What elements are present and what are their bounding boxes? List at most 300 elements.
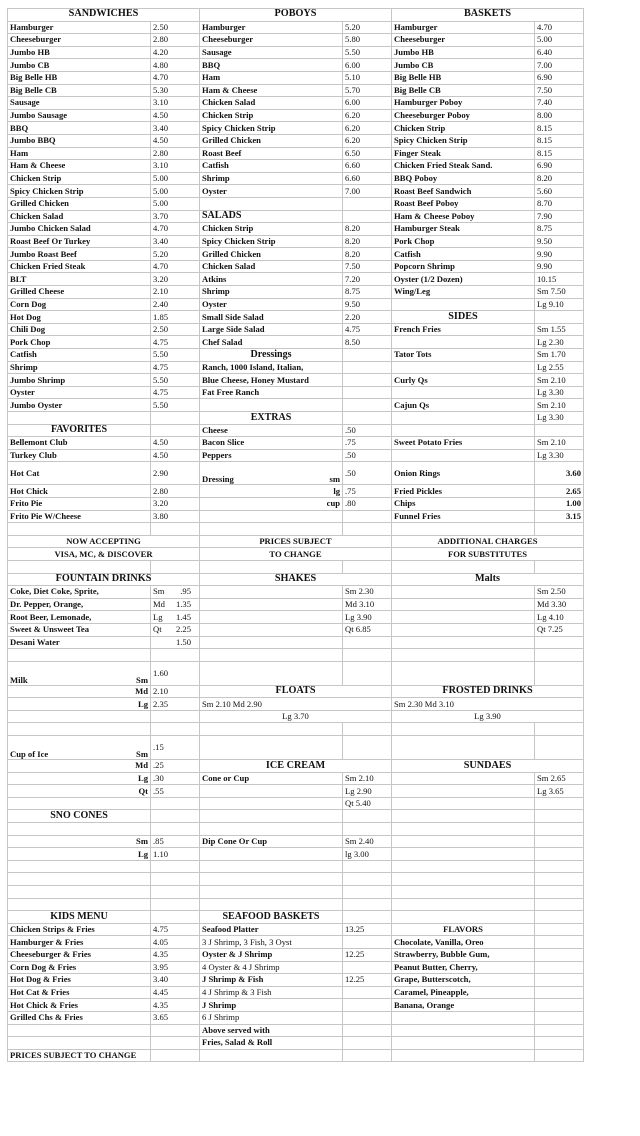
- col-c-name-empty: [392, 1011, 535, 1024]
- sandwich-price: 4.75: [151, 361, 200, 374]
- poboy-price: 6.60: [343, 172, 392, 185]
- menu-row: [8, 197, 584, 210]
- col-a-name-empty: [8, 523, 151, 536]
- favorite-price: 3.80: [151, 510, 200, 523]
- seafood-price: [343, 961, 392, 974]
- seafood-price: [343, 1011, 392, 1024]
- basket-price: 6.90: [535, 71, 584, 84]
- col-c-price-empty: [535, 560, 584, 573]
- ice-price: .15: [151, 736, 200, 760]
- col-c-price-empty: [535, 1049, 584, 1062]
- col-b-price-empty: [343, 736, 392, 760]
- col-a-price-empty: [151, 911, 200, 924]
- salad-price: 8.20: [343, 223, 392, 236]
- favorite-price: 2.80: [151, 485, 200, 498]
- extra-price: .75: [343, 437, 392, 450]
- basket-price: 5.60: [535, 185, 584, 198]
- notice-additional: ADDITIONAL CHARGES: [392, 535, 584, 548]
- col-c-name-empty: [392, 898, 535, 911]
- salad-price: 9.50: [343, 298, 392, 311]
- basket-item: Popcorn Shrimp: [392, 260, 535, 273]
- baskets-header: BASKETS: [392, 9, 584, 22]
- ice-cream-size: Sm 2.10: [343, 772, 392, 785]
- col-b-name-empty: [200, 399, 343, 412]
- ice-cream-item: Cone or Cup: [200, 772, 343, 785]
- sandwich-item: Sausage: [8, 97, 151, 110]
- salad-price: 8.50: [343, 336, 392, 349]
- sandwich-item: Ham & Cheese: [8, 160, 151, 173]
- col-b-price-empty: [343, 560, 392, 573]
- basket-price: 9.90: [535, 248, 584, 261]
- basket-item: Roast Beef Poboy: [392, 197, 535, 210]
- col-c-price-empty: [535, 948, 584, 961]
- col-c-name-empty: [392, 623, 535, 636]
- poboy-price: 6.50: [343, 147, 392, 160]
- flavors-line: Caramel, Pineapple,: [392, 986, 535, 999]
- menu-row: [8, 286, 584, 299]
- col-b-name-empty: [200, 823, 343, 836]
- col-c-price-empty: [535, 886, 584, 899]
- col-b-name-empty: [200, 598, 343, 611]
- basket-item: Roast Beef Sandwich: [392, 185, 535, 198]
- favorites-header: FAVORITES: [8, 424, 151, 437]
- poboy-price: 6.20: [343, 122, 392, 135]
- sandwich-price: 2.40: [151, 298, 200, 311]
- col-b-name-empty: [200, 636, 343, 649]
- col-b-price-empty: [343, 810, 392, 823]
- salad-price: 7.20: [343, 273, 392, 286]
- sandwich-price: 4.75: [151, 386, 200, 399]
- col-c-name-empty: [392, 298, 535, 311]
- col-b-price-empty: [343, 911, 392, 924]
- sandwich-price: 4.70: [151, 71, 200, 84]
- dressing-size-label: sm: [329, 474, 340, 485]
- sandwich-item: Big Belle CB: [8, 84, 151, 97]
- size-price: .95: [180, 586, 191, 597]
- seafood-price: [343, 999, 392, 1012]
- poboy-item: Sausage: [200, 46, 343, 59]
- col-b-price-empty: [343, 886, 392, 899]
- poboys-header: POBOYS: [200, 9, 392, 22]
- col-b-name-empty: [200, 523, 343, 536]
- col-b-price-empty: [343, 1049, 392, 1062]
- malt-size: Lg 4.10: [535, 611, 584, 624]
- col-b-price-empty: [343, 349, 392, 362]
- col-a-price-empty: [151, 424, 200, 437]
- poboy-item: Chicken Salad: [200, 97, 343, 110]
- menu-row: [8, 911, 584, 924]
- menu-row: [8, 835, 584, 848]
- col-b-name-empty: [200, 898, 343, 911]
- col-c-name-empty: [392, 523, 535, 536]
- col-c-price-empty: [535, 961, 584, 974]
- sandwich-price: 2.10: [151, 286, 200, 299]
- sno-size-label: Lg: [8, 848, 151, 861]
- menu-row: [8, 71, 584, 84]
- side-price: 1.00: [535, 497, 584, 510]
- menu-row: [8, 374, 584, 387]
- col-b-price-empty: [343, 386, 392, 399]
- dressing-label: Dressing: [202, 474, 234, 485]
- col-a-price-empty: [151, 873, 200, 886]
- menu-row: [8, 736, 584, 760]
- malts-header: Malts: [392, 573, 584, 586]
- col-c-price-empty: [535, 797, 584, 810]
- seafood-item: Above served with: [200, 1024, 343, 1037]
- menu-row: [8, 936, 584, 949]
- menu-table: [7, 8, 584, 1062]
- col-c-price-empty: [535, 835, 584, 848]
- poboy-item: Chicken Strip: [200, 109, 343, 122]
- salad-item: Chicken Salad: [200, 260, 343, 273]
- col-b-name-empty: [200, 797, 343, 810]
- dressing-options: Ranch, 1000 Island, Italian,: [200, 361, 343, 374]
- menu-row: [8, 698, 584, 711]
- basket-price: 4.70: [535, 21, 584, 34]
- basket-item: Jumbo HB: [392, 46, 535, 59]
- col-a-name-empty: [8, 710, 151, 723]
- poboy-price: 5.10: [343, 71, 392, 84]
- side-item: French Fries: [392, 323, 535, 336]
- sundaes-header: SUNDAES: [392, 760, 584, 773]
- col-c-name-empty: [392, 785, 535, 798]
- basket-price: 8.75: [535, 223, 584, 236]
- salad-item: Oyster: [200, 298, 343, 311]
- fountain-size: [151, 598, 200, 611]
- basket-wing-price-lg: Lg 9.10: [535, 298, 584, 311]
- dressing-price: .75: [343, 485, 392, 498]
- sandwich-item: Ham: [8, 147, 151, 160]
- sandwich-price: 2.80: [151, 147, 200, 160]
- menu-row: [8, 311, 584, 324]
- poboy-item: BBQ: [200, 59, 343, 72]
- notice-prices: TO CHANGE: [200, 548, 392, 561]
- col-a-price-empty: [151, 860, 200, 873]
- sandwich-price: 3.10: [151, 97, 200, 110]
- col-c-price-empty: [535, 1037, 584, 1050]
- col-c-price-empty: [535, 311, 584, 324]
- col-c-price-empty: [535, 974, 584, 987]
- menu-row: [8, 399, 584, 412]
- col-a-price-empty: [151, 1037, 200, 1050]
- fountain-size: [151, 611, 200, 624]
- kids-price: 4.05: [151, 936, 200, 949]
- salad-item: Small Side Salad: [200, 311, 343, 324]
- seafood-price: 13.25: [343, 923, 392, 936]
- col-c-name-empty: [392, 873, 535, 886]
- basket-price: 8.20: [535, 172, 584, 185]
- sandwich-price: 4.50: [151, 109, 200, 122]
- sundae-size: Sm 2.65: [535, 772, 584, 785]
- sandwich-item: Catfish: [8, 349, 151, 362]
- col-c-name-empty: [392, 772, 535, 785]
- size-label: Sm: [136, 674, 148, 685]
- side-item: Onion Rings: [392, 462, 535, 485]
- ice-cream-size: Qt 5.40: [343, 797, 392, 810]
- ice-cream-size: Lg 2.90: [343, 785, 392, 798]
- kids-item: Hot Chick & Fries: [8, 999, 151, 1012]
- col-c-name-empty: [392, 361, 535, 374]
- menu-row: [8, 147, 584, 160]
- side-price-sm: Sm 1.70: [535, 349, 584, 362]
- basket-item: Ham & Cheese Poboy: [392, 210, 535, 223]
- col-a-price-empty: [151, 649, 200, 662]
- col-b-name-empty: [200, 886, 343, 899]
- sandwich-item: Big Belle HB: [8, 71, 151, 84]
- basket-item: Oyster (1/2 Dozen): [392, 273, 535, 286]
- fountain-item: Desani Water: [8, 636, 151, 649]
- salad-item: Chicken Strip: [200, 223, 343, 236]
- side-price-sm: Sm 2.10: [535, 437, 584, 450]
- fountain-item: Coke, Diet Coke, Sprite,: [8, 586, 151, 599]
- poboy-price: 6.20: [343, 134, 392, 147]
- flavors-line: Strawberry, Bubble Gum,: [392, 948, 535, 961]
- shake-size: Lg 3.90: [343, 611, 392, 624]
- salad-item: Shrimp: [200, 286, 343, 299]
- basket-item: Spicy Chicken Strip: [392, 134, 535, 147]
- col-a-price-empty: [151, 412, 200, 425]
- sandwich-price: 5.00: [151, 172, 200, 185]
- basket-item: Big Belle CB: [392, 84, 535, 97]
- seafood-price: [343, 986, 392, 999]
- poboy-item: Ham: [200, 71, 343, 84]
- salad-item: Large Side Salad: [200, 323, 343, 336]
- sandwich-item: Shrimp: [8, 361, 151, 374]
- side-price-sm: Sm 2.10: [535, 399, 584, 412]
- favorite-price: 2.90: [151, 462, 200, 485]
- menu-row: [8, 84, 584, 97]
- favorite-item: Frito Pie: [8, 497, 151, 510]
- sandwich-price: 3.40: [151, 235, 200, 248]
- ice-price: .25: [151, 760, 200, 773]
- milk-price: 2.10: [151, 685, 200, 698]
- extra-item: Bacon Slice: [200, 437, 343, 450]
- poboy-item: Spicy Chicken Strip: [200, 122, 343, 135]
- sandwich-item: Pork Chop: [8, 336, 151, 349]
- col-b-price-empty: [343, 823, 392, 836]
- sundae-size: Lg 3.65: [535, 785, 584, 798]
- basket-item-wing: Wing/Leg: [392, 286, 535, 299]
- menu-row: [8, 611, 584, 624]
- menu-row: [8, 710, 584, 723]
- milk-price: 1.60: [151, 661, 200, 685]
- salad-price: 8.20: [343, 248, 392, 261]
- salads-header: SALADS: [200, 210, 343, 223]
- frosted-header: FROSTED DRINKS: [392, 685, 584, 698]
- col-b-price-empty: [343, 510, 392, 523]
- ice-size-label: Lg: [8, 772, 151, 785]
- menu-row: [8, 535, 584, 548]
- menu-row: [8, 810, 584, 823]
- col-b-name-empty: [200, 560, 343, 573]
- kids-price: 4.75: [151, 923, 200, 936]
- dressing-options: Fat Free Ranch: [200, 386, 343, 399]
- seafood-item: J Shrimp: [200, 999, 343, 1012]
- ice-size-label: Qt: [8, 785, 151, 798]
- seafood-price: [343, 936, 392, 949]
- col-b-name-empty: [200, 736, 343, 760]
- dressing-options: Blue Cheese, Honey Mustard: [200, 374, 343, 387]
- sandwich-price: 2.50: [151, 323, 200, 336]
- menu-row: [8, 873, 584, 886]
- menu-row: [8, 336, 584, 349]
- cup-of-ice-item: [8, 736, 151, 760]
- milk-size-label: Lg: [8, 698, 151, 711]
- sandwich-price: 2.50: [151, 21, 200, 34]
- menu-row: [8, 386, 584, 399]
- menu-row: [8, 273, 584, 286]
- basket-item: Chicken Fried Steak Sand.: [392, 160, 535, 173]
- col-c-price-empty: [535, 649, 584, 662]
- shake-size: Qt 6.85: [343, 623, 392, 636]
- kids-item: Hamburger & Fries: [8, 936, 151, 949]
- poboy-price: 6.60: [343, 160, 392, 173]
- cup_of_ice-label: Cup of Ice: [10, 749, 49, 760]
- basket-price: 9.90: [535, 260, 584, 273]
- menu-row: [8, 172, 584, 185]
- extra-item: Cheese: [200, 424, 343, 437]
- menu-row: [8, 548, 584, 561]
- menu-row: [8, 185, 584, 198]
- col-a-name-empty: [8, 1037, 151, 1050]
- flavors-header: FLAVORS: [392, 923, 535, 936]
- menu-row: [8, 485, 584, 498]
- dip-cone-size: lg 3.00: [343, 848, 392, 861]
- sandwich-item: Jumbo Oyster: [8, 399, 151, 412]
- poboy-item: Hamburger: [200, 21, 343, 34]
- poboy-item: Oyster: [200, 185, 343, 198]
- col-c-name-empty: [392, 823, 535, 836]
- flavors-line: Grape, Butterscotch,: [392, 974, 535, 987]
- menu-row: [8, 109, 584, 122]
- seafood-item: Fries, Salad & Roll: [200, 1037, 343, 1050]
- sandwich-item: Chicken Strip: [8, 172, 151, 185]
- sandwich-item: Jumbo Roast Beef: [8, 248, 151, 261]
- col-c-name-empty: [392, 1037, 535, 1050]
- menu-row: [8, 510, 584, 523]
- col-b-name-empty: [200, 848, 343, 861]
- menu-row: [8, 323, 584, 336]
- col-c-price-empty: [535, 999, 584, 1012]
- menu-row: [8, 210, 584, 223]
- sandwich-price: 5.00: [151, 185, 200, 198]
- notice-additional: FOR SUBSTITUTES: [392, 548, 584, 561]
- side-price: 3.15: [535, 510, 584, 523]
- col-a-price-empty: [151, 723, 200, 736]
- dressing-size-label: lg: [200, 485, 343, 498]
- basket-price: 7.50: [535, 84, 584, 97]
- basket-price: 5.00: [535, 34, 584, 47]
- basket-item: Big Belle HB: [392, 71, 535, 84]
- col-a-name-empty: [8, 649, 151, 662]
- col-b-price-empty: [343, 723, 392, 736]
- sandwich-price: 4.20: [151, 46, 200, 59]
- col-c-price-empty: [535, 1011, 584, 1024]
- extra-price: .50: [343, 424, 392, 437]
- col-a-name-empty: [8, 860, 151, 873]
- basket-price: 10.15: [535, 273, 584, 286]
- basket-price: 7.00: [535, 59, 584, 72]
- col-a-price-empty: [151, 823, 200, 836]
- sandwich-item: Hot Dog: [8, 311, 151, 324]
- size-price: 2.25: [175, 624, 191, 635]
- favorite-item: Hot Chick: [8, 485, 151, 498]
- col-a-name-empty: [8, 560, 151, 573]
- side-price-lg: Lg 2.30: [535, 336, 584, 349]
- sno-price: .85: [151, 835, 200, 848]
- sandwich-price: 5.50: [151, 349, 200, 362]
- col-a-price-empty: [151, 560, 200, 573]
- poboy-price: 6.00: [343, 59, 392, 72]
- sandwich-item: Jumbo Chicken Salad: [8, 223, 151, 236]
- col-c-name-empty: [392, 1049, 535, 1062]
- basket-price: 6.90: [535, 160, 584, 173]
- menu-row: [8, 160, 584, 173]
- extra-price: .50: [343, 449, 392, 462]
- sandwich-item: Jumbo Shrimp: [8, 374, 151, 387]
- menu-row: [8, 46, 584, 59]
- salad-price: 8.20: [343, 235, 392, 248]
- fountain-item: Root Beer, Lemonade,: [8, 611, 151, 624]
- col-c-name-empty: [392, 661, 535, 685]
- sandwiches-header: SANDWICHES: [8, 9, 200, 22]
- col-c-name-empty: [392, 649, 535, 662]
- col-a-name-empty: [8, 412, 151, 425]
- col-b-price-empty: [343, 898, 392, 911]
- col-a-name-empty: [8, 1024, 151, 1037]
- menu-row: [8, 412, 584, 425]
- poboy-price: 6.00: [343, 97, 392, 110]
- menu-row: [8, 260, 584, 273]
- seafood-item: Oyster & J Shrimp: [200, 948, 343, 961]
- menu-row: [8, 586, 584, 599]
- col-a-price-empty: [151, 898, 200, 911]
- flavors-line: Peanut Butter, Cherry,: [392, 961, 535, 974]
- col-c-price-empty: [535, 810, 584, 823]
- poboy-item: Shrimp: [200, 172, 343, 185]
- col-b-price-empty: [343, 860, 392, 873]
- col-b-name-empty: [200, 586, 343, 599]
- milk-size-label: Md: [8, 685, 151, 698]
- side-price-lg: Lg 3.30: [535, 449, 584, 462]
- ice-size-label: Md: [8, 760, 151, 773]
- fountain-size: [151, 586, 200, 599]
- favorite-item: Bellemont Club: [8, 437, 151, 450]
- menu-row: [8, 898, 584, 911]
- menu-row: [8, 223, 584, 236]
- col-b-name-empty: [200, 623, 343, 636]
- col-c-price-empty: [535, 736, 584, 760]
- col-c-name-empty: [392, 848, 535, 861]
- fountain-item: Dr. Pepper, Orange,: [8, 598, 151, 611]
- size-label: Md: [153, 599, 165, 609]
- side-price-lg: Lg 3.30: [535, 386, 584, 399]
- salad-price: 7.50: [343, 260, 392, 273]
- basket-price: 6.40: [535, 46, 584, 59]
- col-c-price-empty: [535, 898, 584, 911]
- side-price: 2.65: [535, 485, 584, 498]
- col-b-price-empty: [343, 197, 392, 210]
- menu-row: [8, 497, 584, 510]
- sandwich-price: 3.20: [151, 273, 200, 286]
- col-c-price-empty: [535, 873, 584, 886]
- col-c-price-empty: [535, 823, 584, 836]
- col-c-name-empty: [392, 911, 535, 924]
- sandwich-item: Cheeseburger: [8, 34, 151, 47]
- sandwich-item: BBQ: [8, 122, 151, 135]
- col-c-name-empty: [392, 886, 535, 899]
- col-c-price-empty: [535, 523, 584, 536]
